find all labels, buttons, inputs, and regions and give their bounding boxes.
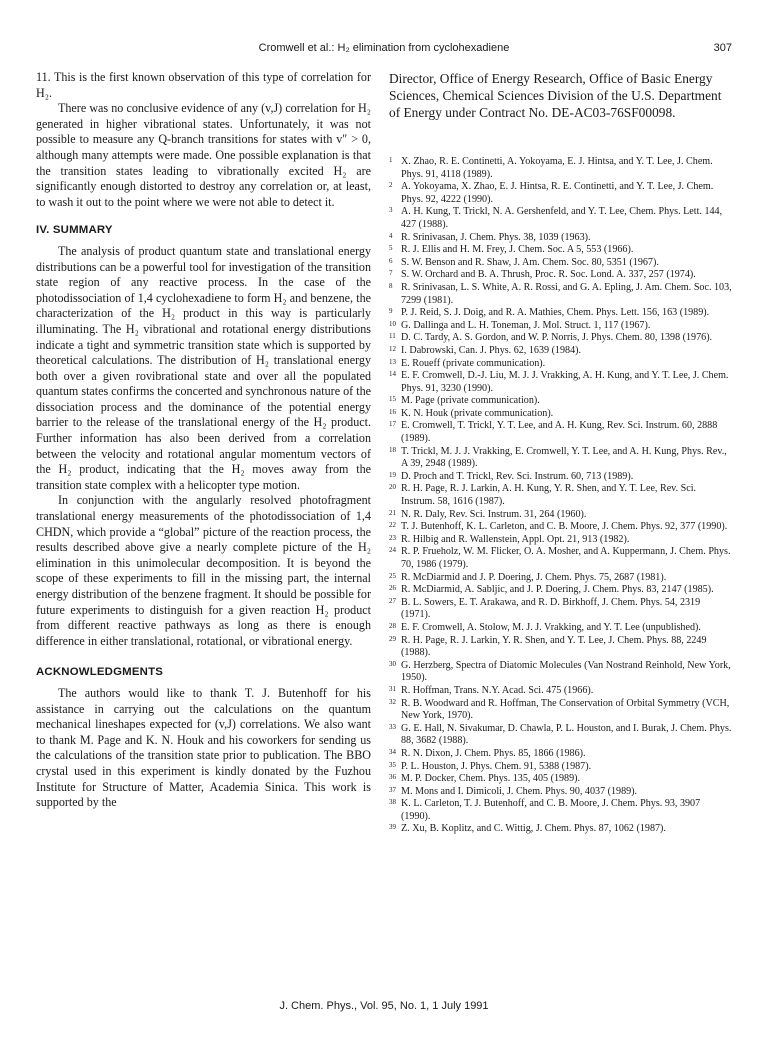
reference-number: 9 (389, 307, 393, 316)
reference-item (389, 408, 732, 421)
reference-text: K. L. Carleton, T. J. Butenhoff, and C. B. Moore, J. Chem. Phys. 93, 3907 (1990). (401, 798, 701, 822)
reference-number: 3 (389, 206, 393, 215)
reference-text: Z. Xu, B. Koplitz, and C. Wittig, J. Chem. Phys. 87, 1062 (1987). (401, 823, 666, 835)
reference-item (389, 773, 732, 786)
reference-number: 11 (389, 332, 396, 341)
reference-number: 14 (389, 370, 396, 379)
reference-item (389, 622, 732, 635)
reference-item (389, 257, 732, 270)
reference-number: 30 (389, 659, 396, 668)
reference-number: 24 (389, 546, 396, 555)
reference-item (389, 282, 732, 307)
reference-number: 10 (389, 319, 396, 328)
summary-heading: IV. SUMMARY (36, 224, 113, 237)
reference-number: 8 (389, 281, 393, 290)
reference-text: G. Dallinga and L. H. Toneman, J. Mol. Struct. 1, 117 (1967). (401, 319, 651, 331)
reference-text: R. Hoffman, Trans. N.Y. Acad. Sci. 475 (1966). (401, 684, 594, 696)
acknowledgments-paragraph: The authors would like to thank T. J. Butenhoff for his assistance in carrying out the calculations on the quantum mechanical lineshapes expected for (v,J) correlations. We also want to thank M. Page and K. N. Houk and his coworkers for sending us the calculations of the transition state prior to publication. The BBO crystal used in this experiment is kindly donated by the Fuzhou Institute for Structure of Matter, Academia Sinica. This work is supported by the (36, 685, 371, 810)
reference-number: 5 (389, 244, 393, 253)
reference-text: R. Srinivasan, J. Chem. Phys. 38, 1039 (1963). (401, 231, 591, 243)
reference-item (389, 584, 732, 597)
reference-text: B. L. Sowers, E. T. Arakawa, and R. D. Birkhoff, J. Chem. Phys. 54, 2319 (1971). (401, 596, 701, 621)
reference-item (389, 546, 732, 571)
reference-number: 6 (389, 256, 393, 265)
reference-item (389, 206, 732, 231)
reference-item (389, 332, 732, 345)
reference-number: 17 (389, 420, 396, 429)
reference-item (389, 698, 732, 723)
reference-number: 31 (389, 684, 396, 693)
reference-number: 2 (389, 181, 393, 190)
left-column (36, 70, 371, 811)
reference-item (389, 269, 732, 282)
reference-item (389, 521, 732, 534)
reference-number: 36 (389, 773, 396, 782)
reference-text: T. J. Butenhoff, K. L. Carleton, and C. B. Moore, J. Chem. Phys. 92, 377 (1990). (401, 521, 728, 533)
reference-number: 23 (389, 533, 396, 542)
reference-text: G. E. Hall, N. Sivakumar, D. Chawla, P. L. Houston, and I. Burak, J. Chem. Phys. 88, 3682 (1988). (401, 722, 732, 747)
reference-text: R. McDiarmid, A. Sabljic, and J. P. Doering, J. Chem. Phys. 83, 2147 (1985). (401, 584, 714, 596)
running-title: Cromwell et al.: H₂ elimination from cyclohexadiene (258, 42, 510, 54)
reference-item (389, 446, 732, 471)
reference-text: I. Dabrowski, Can. J. Phys. 62, 1639 (1984). (401, 344, 581, 356)
reference-number: 15 (389, 395, 396, 404)
reference-number: 20 (389, 483, 396, 492)
reference-number: 29 (389, 634, 396, 643)
reference-text: R. J. Ellis and H. M. Frey, J. Chem. Soc. A 5, 553 (1966). (401, 244, 634, 256)
reference-item (389, 798, 732, 823)
right-column (389, 70, 732, 836)
reference-text: P. L. Houston, J. Phys. Chem. 91, 5388 (1987). (401, 760, 592, 772)
reference-item (389, 786, 732, 799)
reference-number: 21 (389, 508, 396, 517)
paragraph-vj-correlation: There was no conclusive evidence of any (v,J) correlation for H₂ generated in higher vibrational states. Unfortunately, it was not possible to measure any Q-branch transitions for states with v″ > 0, although many attempts were made. One possible explanation is that the transition states leading to vibrationally excited H₂ are significantly enough distorted to destroy any correlation or, at least, to wash it out to the point where we were not able to detect it. (36, 101, 371, 209)
reference-text: K. N. Houk (private communication). (401, 407, 554, 419)
reference-text: M. Mons and I. Dimicoli, J. Chem. Phys. 90, 4037 (1989). (401, 785, 638, 797)
reference-text: P. J. Reid, S. J. Doig, and R. A. Mathies, Chem. Phys. Lett. 156, 163 (1989). (401, 307, 710, 319)
reference-text: M. P. Docker, Chem. Phys. 135, 405 (1989). (401, 773, 581, 785)
reference-number: 37 (389, 785, 396, 794)
reference-number: 33 (389, 722, 396, 731)
reference-number: 26 (389, 584, 396, 593)
reference-number: 38 (389, 798, 396, 807)
reference-number: 35 (389, 760, 396, 769)
reference-item (389, 370, 732, 395)
page-number: 307 (713, 42, 732, 54)
reference-item (389, 509, 732, 522)
reference-number: 13 (389, 357, 396, 366)
reference-number: 27 (389, 596, 396, 605)
reference-number: 4 (389, 231, 393, 240)
reference-text: R. McDiarmid and J. P. Doering, J. Chem. Phys. 75, 2687 (1981). (401, 571, 667, 583)
reference-item (389, 597, 732, 622)
reference-item (389, 358, 732, 371)
reference-text: S. W. Orchard and B. A. Thrush, Proc. R. Soc. Lond. A. 337, 257 (1974). (401, 269, 696, 281)
reference-text: R. H. Page, R. J. Larkin, Y. R. Shen, and Y. T. Lee, J. Chem. Phys. 88, 2249 (1988). (401, 634, 707, 659)
reference-text: A. Yokoyama, X. Zhao, E. J. Hintsa, R. E. Continetti, and Y. T. Lee, J. Chem. Phys. 92, 4222 (1990). (401, 181, 714, 205)
reference-text: S. W. Benson and R. Shaw, J. Am. Chem. Soc. 80, 5351 (1967). (401, 256, 659, 268)
reference-list (389, 156, 732, 836)
acknowledgments-continuation: Director, Office of Energy Research, Office of Basic Energy Sciences, Chemical Sciences Division of the U.S. Department of Energy under Contract No. DE-AC03-76SF00098. (389, 71, 722, 120)
reference-text: R. Hilbig and R. Wallenstein, Appl. Opt. 21, 913 (1982). (401, 533, 630, 545)
reference-item (389, 748, 732, 761)
reference-text: E. F. Cromwell, A. Stolow, M. J. J. Vrakking, and Y. T. Lee (unpublished). (401, 621, 701, 633)
reference-text: X. Zhao, R. E. Continetti, A. Yokoyama, E. J. Hintsa, and Y. T. Lee, J. Chem. Phys. 91, 4118 (1989). (401, 156, 713, 180)
reference-number: 34 (389, 747, 396, 756)
reference-item (389, 635, 732, 660)
reference-item (389, 572, 732, 585)
running-header (36, 42, 732, 58)
reference-item (389, 156, 732, 181)
reference-item (389, 660, 732, 685)
reference-item (389, 534, 732, 547)
journal-citation-footer: J. Chem. Phys., Vol. 95, No. 1, 1 July 1991 (279, 1000, 489, 1012)
summary-paragraph-1: The analysis of product quantum state and translational energy distributions can be a powerful tool for investigation of the transition state region of any reactive process. In the case of the photodissociation of 1,4 cyclohexadiene to form H₂ and benzene, the characterization of the H₂ product in this way is particularly illuminating. The H₂ vibrational and rotational energy distributions indicate a tight and symmetric transition state which is supported by theoretical calculations. The distribution of H₂ translational energy both over a given rovibrational state and over all the populated quantum states confirms the concerted and synchronous nature of the dissociation process and the dominance of the potential energy barrier to the release of the translational energy of the H₂ product. Further information has also been derived from a correlation between the velocity and rotational angular momentum vectors of the H₂ product, indicating that the H₂ moves away from the transition state complex with a helicopter type motion. (36, 243, 371, 492)
reference-item (389, 307, 732, 320)
reference-number: 22 (389, 521, 396, 530)
reference-item (389, 320, 732, 333)
reference-text: D. Proch and T. Trickl, Rev. Sci. Instrum. 60, 713 (1989). (401, 470, 634, 482)
reference-number: 28 (389, 621, 396, 630)
reference-item (389, 420, 732, 445)
reference-number: 25 (389, 571, 396, 580)
reference-number: 12 (389, 344, 396, 353)
reference-text: R. Srinivasan, L. S. White, A. R. Rossi, and G. A. Epling, J. Am. Chem. Soc. 103, 7299 (1981). (401, 281, 732, 306)
reference-text: R. H. Page, R. J. Larkin, A. H. Kung, Y. R. Shen, and Y. T. Lee, Rev. Sci. Instrum. 58, 1616 (1987). (401, 483, 697, 508)
reference-item (389, 483, 732, 508)
reference-text: D. C. Tardy, A. S. Gordon, and W. P. Norris, J. Phys. Chem. 80, 1398 (1976). (401, 332, 713, 344)
acknowledgments-heading: ACKNOWLEDGMENTS (36, 666, 164, 679)
summary-paragraph-2: In conjunction with the angularly resolved photofragment translational energy measurements of the photodissociation of 1,4 CHDN, which provide a “global” picture of the reaction process, the results described above give a nearly complete picture of the H₂ elimination in this unimolecular decomposition. It is beyond the scope of these experiments to fill in the missing part, the internal energy distribution of the benzene fragment. It should be possible for future experiments to distinguish for a given reaction H₂ product from different reactive pathways as long as there is enough difference in either translational, rotational, or vibrational energy. (36, 493, 371, 648)
reference-text: R. B. Woodward and R. Hoffman, The Conservation of Orbital Symmetry (VCH, New York, 1970). (401, 697, 730, 722)
reference-item (389, 761, 732, 774)
reference-number: 7 (389, 269, 393, 278)
reference-item (389, 345, 732, 358)
reference-number: 32 (389, 697, 396, 706)
reference-text: G. Herzberg, Spectra of Diatomic Molecules (Van Nostrand Reinhold, New York, 1950). (401, 659, 731, 684)
reference-number: 1 (389, 156, 393, 164)
paragraph-continuation: 11. This is the first known observation of this type of correlation for H₂. (36, 70, 371, 100)
reference-item (389, 685, 732, 698)
reference-number: 18 (389, 445, 396, 454)
reference-text: R. P. Frueholz, W. M. Flicker, O. A. Mosher, and A. Kuppermann, J. Chem. Phys. 70, 1986 (1979). (401, 546, 731, 570)
reference-text: E. Roueff (private communication). (401, 357, 546, 369)
reference-text: N. R. Daly, Rev. Sci. Instrum. 31, 264 (1960). (401, 508, 587, 520)
reference-number: 16 (389, 407, 396, 416)
reference-text: E. Cromwell, T. Trickl, Y. T. Lee, and A. H. Kung, Rev. Sci. Instrum. 60, 2888 (1989). (401, 420, 718, 445)
reference-item (389, 823, 732, 836)
reference-number: 39 (389, 823, 396, 832)
reference-text: E. F. Cromwell, D.-J. Liu, M. J. J. Vrakking, A. H. Kung, and Y. T. Lee, J. Chem. Phys. 91, 3230 (1990). (401, 370, 729, 394)
reference-item (389, 395, 732, 408)
reference-text: R. N. Dixon, J. Chem. Phys. 85, 1866 (1986). (401, 747, 586, 759)
reference-number: 19 (389, 470, 396, 479)
reference-item (389, 181, 732, 206)
reference-text: M. Page (private communication). (401, 395, 540, 407)
reference-item (389, 244, 732, 257)
reference-text: A. H. Kung, T. Trickl, N. A. Gershenfeld, and Y. T. Lee, Chem. Phys. Lett. 144, 427 (1988). (401, 206, 723, 230)
reference-item (389, 232, 732, 245)
reference-text: T. Trickl, M. J. J. Vrakking, E. Cromwell, Y. T. Lee, and A. H. Kung, Phys. Rev., A 39, 2948 (1989). (401, 445, 727, 470)
reference-item (389, 723, 732, 748)
reference-item (389, 471, 732, 484)
